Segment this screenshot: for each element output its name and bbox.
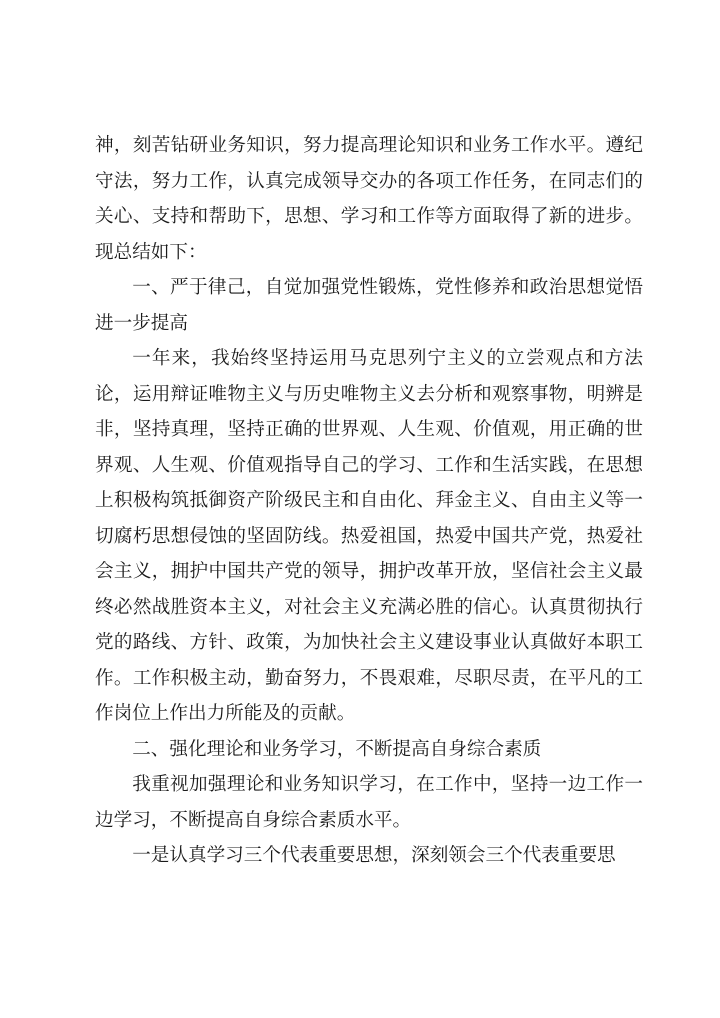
document-body: [95, 128, 643, 874]
section-heading-1: 一、严于律己，自觉加强党性锻炼，党性修养和政治思想觉悟进一步提高: [95, 277, 643, 334]
paragraph-point-1: 一是认真学习三个代表重要思想，深刻领会三个代表重要思: [132, 845, 616, 866]
paragraph-section-1-body: 一年来，我始终坚持运用马克思列宁主义的立尝观点和方法论，运用辩证唯物主义与历史唯物主义去分析和观察事物，明辨是非，坚持真理，坚持正确的世界观、人生观、价值观，用正确的世界观、人生观、价值观指导自己的学习、工作和生活实践，在思想上积极构筑抵御资产阶级民主和自由化、拜金主义、自由主义等一切腐朽思想侵蚀的坚固防线。热爱祖国，热爱中国共产党，热爱社会主义，拥护中国共产党的领导，拥护改革开放，坚信社会主义最终必然战胜资本主义，对社会主义充满必胜的信心。认真贯彻执行党的路线、方针、政策，为加快社会主义建设事业认真做好本职工作。工作积极主动，勤奋努力，不畏艰难，尽职尽责，在平凡的工作岗位上作出力所能及的贡献。: [95, 348, 643, 724]
paragraph-section-2-intro: 我重视加强理论和业务知识学习，在工作中，坚持一边工作一边学习，不断提高自身综合素质水平。: [95, 774, 643, 831]
section-heading-2: 二、强化理论和业务学习，不断提高自身综合素质: [132, 738, 542, 760]
paragraph-continuation: 神，刻苦钻研业务知识，努力提高理论知识和业务工作水平。遵纪守法，努力工作，认真完成领导交办的各项工作任务，在同志们的关心、支持和帮助下，思想、学习和工作等方面取得了新的进步。现总结如下：: [95, 135, 643, 263]
